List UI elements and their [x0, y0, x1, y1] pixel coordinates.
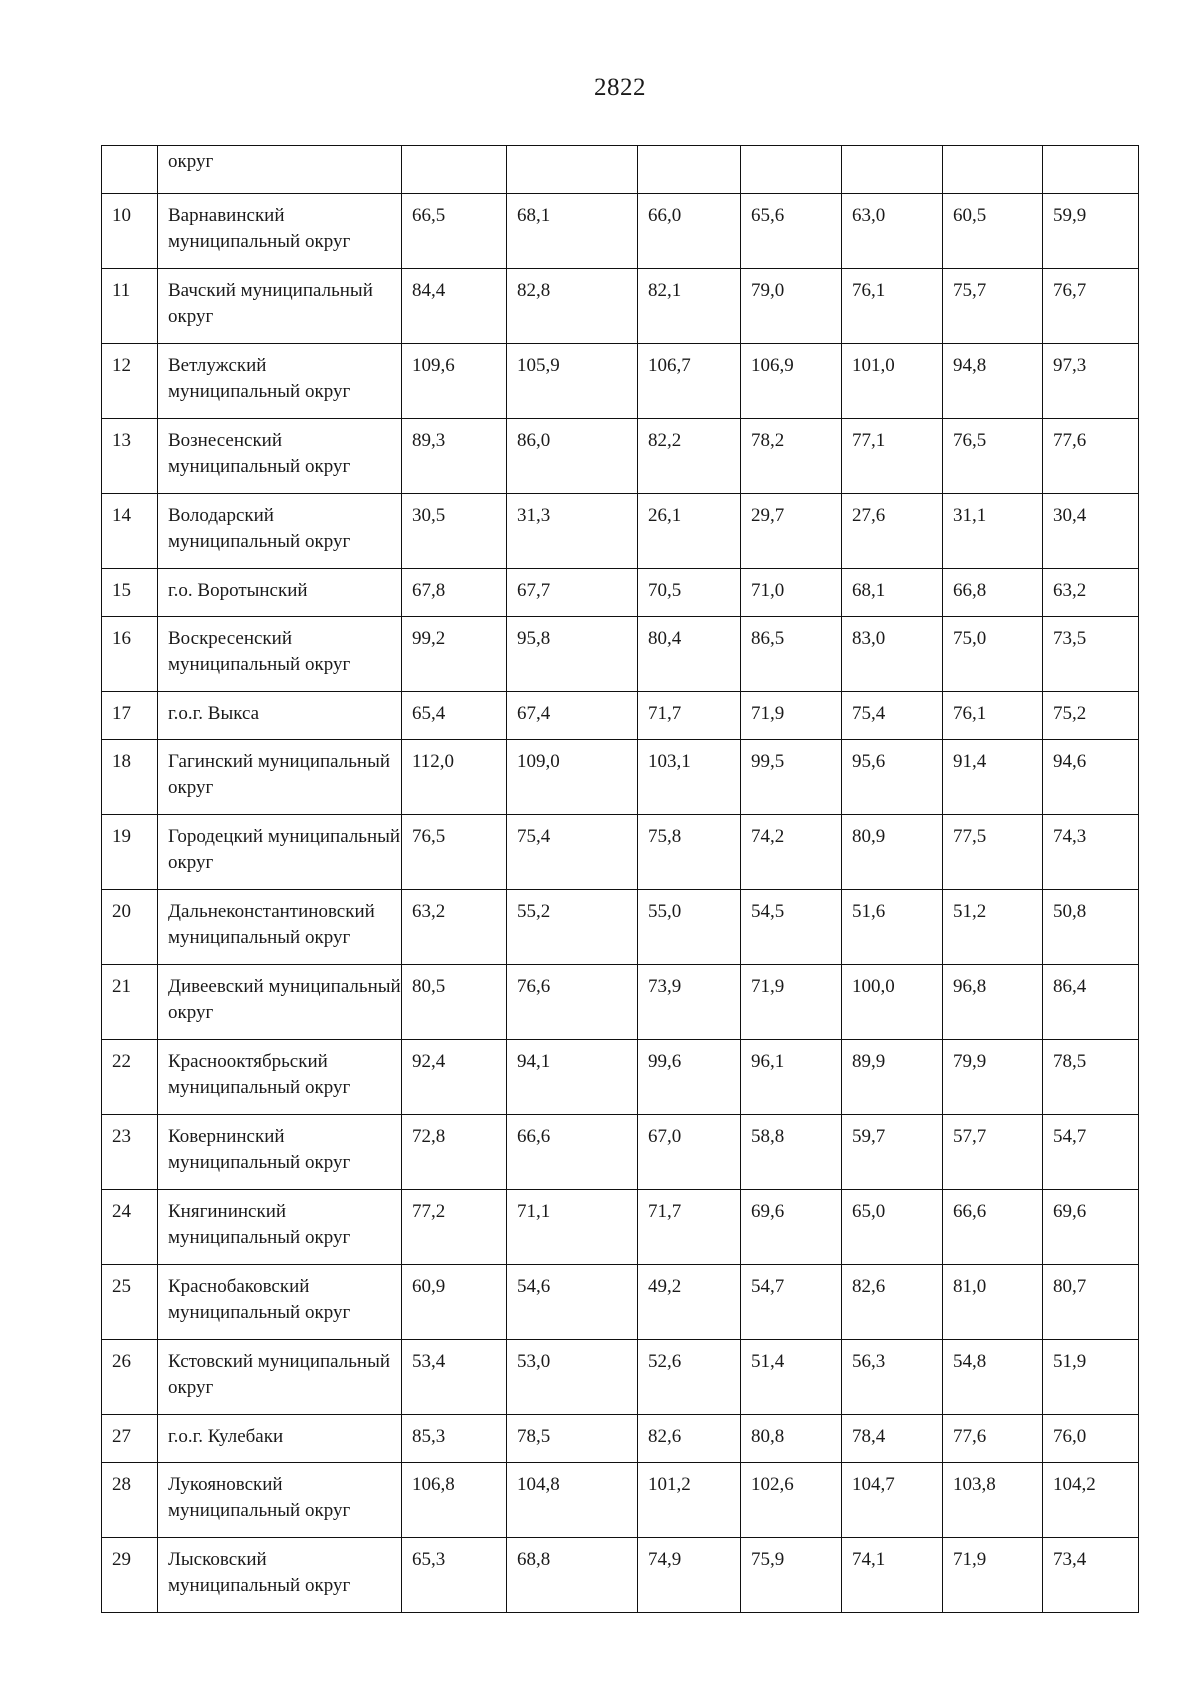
value-cell: 106,7	[638, 344, 741, 419]
value-cell: 99,5	[741, 740, 842, 815]
value-cell: 84,4	[402, 269, 507, 344]
value-cell: 51,6	[842, 890, 943, 965]
district-name-cell: г.о.г. Выкса	[158, 692, 402, 740]
value-cell: 77,2	[402, 1190, 507, 1265]
value-cell: 76,1	[943, 692, 1043, 740]
value-cell: 100,0	[842, 965, 943, 1040]
value-cell: 77,1	[842, 419, 943, 494]
value-cell: 29,7	[741, 494, 842, 569]
value-cell: 80,9	[842, 815, 943, 890]
value-cell: 75,4	[842, 692, 943, 740]
row-number-cell: 26	[102, 1340, 158, 1415]
value-cell: 66,6	[507, 1115, 638, 1190]
value-cell: 60,9	[402, 1265, 507, 1340]
row-number-cell: 21	[102, 965, 158, 1040]
district-name-cell: Лысковский муниципальный округ	[158, 1538, 402, 1613]
value-cell	[1043, 146, 1139, 194]
value-cell: 73,5	[1043, 617, 1139, 692]
district-name-cell: г.о.г. Кулебаки	[158, 1415, 402, 1463]
table-row	[102, 1190, 1139, 1265]
value-cell: 75,8	[638, 815, 741, 890]
row-number-cell: 18	[102, 740, 158, 815]
value-cell: 54,7	[1043, 1115, 1139, 1190]
value-cell: 74,1	[842, 1538, 943, 1613]
value-cell: 79,0	[741, 269, 842, 344]
value-cell: 69,6	[741, 1190, 842, 1265]
value-cell: 82,1	[638, 269, 741, 344]
value-cell: 53,4	[402, 1340, 507, 1415]
value-cell: 66,6	[943, 1190, 1043, 1265]
value-cell: 85,3	[402, 1415, 507, 1463]
table-row	[102, 1040, 1139, 1115]
value-cell: 82,6	[842, 1265, 943, 1340]
value-cell: 104,8	[507, 1463, 638, 1538]
value-cell: 63,2	[402, 890, 507, 965]
district-name-cell: Володарский муниципальный округ	[158, 494, 402, 569]
value-cell	[842, 146, 943, 194]
value-cell: 78,2	[741, 419, 842, 494]
value-cell: 91,4	[943, 740, 1043, 815]
value-cell: 99,6	[638, 1040, 741, 1115]
row-number-cell	[102, 146, 158, 194]
table-body	[102, 146, 1139, 1613]
data-table	[101, 145, 1139, 1613]
value-cell: 71,7	[638, 692, 741, 740]
value-cell: 94,1	[507, 1040, 638, 1115]
value-cell: 82,2	[638, 419, 741, 494]
value-cell: 52,6	[638, 1340, 741, 1415]
value-cell: 30,5	[402, 494, 507, 569]
row-number-cell: 25	[102, 1265, 158, 1340]
value-cell: 51,2	[943, 890, 1043, 965]
value-cell: 63,2	[1043, 569, 1139, 617]
value-cell: 109,6	[402, 344, 507, 419]
row-number-cell: 19	[102, 815, 158, 890]
value-cell: 76,5	[943, 419, 1043, 494]
table-row	[102, 740, 1139, 815]
value-cell: 31,3	[507, 494, 638, 569]
table-row	[102, 344, 1139, 419]
value-cell: 77,6	[1043, 419, 1139, 494]
district-name-cell: Лукояновский муниципальный округ	[158, 1463, 402, 1538]
value-cell: 31,1	[943, 494, 1043, 569]
value-cell	[741, 146, 842, 194]
value-cell: 71,0	[741, 569, 842, 617]
value-cell: 55,0	[638, 890, 741, 965]
district-name-cell: Краснобаковский муниципальный округ	[158, 1265, 402, 1340]
table-row	[102, 890, 1139, 965]
value-cell: 75,2	[1043, 692, 1139, 740]
value-cell: 59,7	[842, 1115, 943, 1190]
value-cell	[507, 146, 638, 194]
value-cell: 71,1	[507, 1190, 638, 1265]
value-cell: 96,1	[741, 1040, 842, 1115]
table-row	[102, 692, 1139, 740]
district-name-cell: Дивеевский муниципальный округ	[158, 965, 402, 1040]
value-cell: 86,5	[741, 617, 842, 692]
table-row	[102, 494, 1139, 569]
table-row	[102, 269, 1139, 344]
value-cell: 71,9	[943, 1538, 1043, 1613]
district-name-cell: г.о. Воротынский	[158, 569, 402, 617]
value-cell: 95,6	[842, 740, 943, 815]
value-cell: 80,5	[402, 965, 507, 1040]
value-cell: 59,9	[1043, 194, 1139, 269]
value-cell: 76,7	[1043, 269, 1139, 344]
value-cell: 92,4	[402, 1040, 507, 1115]
district-name-cell: округ	[158, 146, 402, 194]
district-name-cell: Кстовский муниципальный округ	[158, 1340, 402, 1415]
value-cell: 75,7	[943, 269, 1043, 344]
value-cell: 101,0	[842, 344, 943, 419]
value-cell: 71,7	[638, 1190, 741, 1265]
value-cell: 65,6	[741, 194, 842, 269]
table-row	[102, 419, 1139, 494]
value-cell: 82,6	[638, 1415, 741, 1463]
value-cell: 51,4	[741, 1340, 842, 1415]
row-number-cell: 23	[102, 1115, 158, 1190]
value-cell: 79,9	[943, 1040, 1043, 1115]
district-name-cell: Дальнеконстантиновский муниципальный округ	[158, 890, 402, 965]
row-number-cell: 14	[102, 494, 158, 569]
table-row	[102, 1538, 1139, 1613]
row-number-cell: 28	[102, 1463, 158, 1538]
value-cell	[943, 146, 1043, 194]
value-cell: 78,5	[1043, 1040, 1139, 1115]
value-cell: 55,2	[507, 890, 638, 965]
value-cell: 74,9	[638, 1538, 741, 1613]
value-cell: 97,3	[1043, 344, 1139, 419]
district-name-cell: Варнавинский муниципальный округ	[158, 194, 402, 269]
value-cell: 66,8	[943, 569, 1043, 617]
value-cell: 75,4	[507, 815, 638, 890]
value-cell	[638, 146, 741, 194]
value-cell: 65,4	[402, 692, 507, 740]
value-cell: 80,8	[741, 1415, 842, 1463]
value-cell	[402, 146, 507, 194]
row-number-cell: 29	[102, 1538, 158, 1613]
value-cell: 101,2	[638, 1463, 741, 1538]
value-cell: 78,5	[507, 1415, 638, 1463]
value-cell: 56,3	[842, 1340, 943, 1415]
value-cell: 68,8	[507, 1538, 638, 1613]
row-number-cell: 13	[102, 419, 158, 494]
value-cell: 89,3	[402, 419, 507, 494]
row-number-cell: 17	[102, 692, 158, 740]
value-cell: 75,0	[943, 617, 1043, 692]
value-cell: 103,8	[943, 1463, 1043, 1538]
value-cell: 105,9	[507, 344, 638, 419]
value-cell: 106,9	[741, 344, 842, 419]
table-row	[102, 146, 1139, 194]
value-cell: 82,8	[507, 269, 638, 344]
page-number: 2822	[594, 74, 646, 101]
district-name-cell: Вачский муниципальный округ	[158, 269, 402, 344]
value-cell: 54,7	[741, 1265, 842, 1340]
value-cell: 69,6	[1043, 1190, 1139, 1265]
value-cell: 54,8	[943, 1340, 1043, 1415]
value-cell: 109,0	[507, 740, 638, 815]
table-row	[102, 965, 1139, 1040]
table-row	[102, 815, 1139, 890]
value-cell: 65,3	[402, 1538, 507, 1613]
value-cell: 73,4	[1043, 1538, 1139, 1613]
value-cell: 102,6	[741, 1463, 842, 1538]
value-cell: 99,2	[402, 617, 507, 692]
value-cell: 71,9	[741, 965, 842, 1040]
table-row	[102, 1340, 1139, 1415]
table-row	[102, 617, 1139, 692]
value-cell: 77,5	[943, 815, 1043, 890]
value-cell: 81,0	[943, 1265, 1043, 1340]
value-cell: 80,4	[638, 617, 741, 692]
row-number-cell: 22	[102, 1040, 158, 1115]
row-number-cell: 16	[102, 617, 158, 692]
table-row	[102, 1415, 1139, 1463]
table-row	[102, 194, 1139, 269]
value-cell: 49,2	[638, 1265, 741, 1340]
value-cell: 63,0	[842, 194, 943, 269]
table-row	[102, 1463, 1139, 1538]
district-name-cell: Гагинский муниципальный округ	[158, 740, 402, 815]
row-number-cell: 10	[102, 194, 158, 269]
table-row	[102, 569, 1139, 617]
value-cell: 60,5	[943, 194, 1043, 269]
value-cell: 80,7	[1043, 1265, 1139, 1340]
row-number-cell: 11	[102, 269, 158, 344]
value-cell: 54,6	[507, 1265, 638, 1340]
value-cell: 76,1	[842, 269, 943, 344]
value-cell: 70,5	[638, 569, 741, 617]
value-cell: 103,1	[638, 740, 741, 815]
value-cell: 76,0	[1043, 1415, 1139, 1463]
value-cell: 57,7	[943, 1115, 1043, 1190]
value-cell: 66,5	[402, 194, 507, 269]
value-cell: 67,7	[507, 569, 638, 617]
value-cell: 66,0	[638, 194, 741, 269]
value-cell: 72,8	[402, 1115, 507, 1190]
value-cell: 75,9	[741, 1538, 842, 1613]
value-cell: 68,1	[507, 194, 638, 269]
value-cell: 51,9	[1043, 1340, 1139, 1415]
value-cell: 71,9	[741, 692, 842, 740]
row-number-cell: 24	[102, 1190, 158, 1265]
row-number-cell: 12	[102, 344, 158, 419]
value-cell: 67,8	[402, 569, 507, 617]
value-cell: 106,8	[402, 1463, 507, 1538]
value-cell: 27,6	[842, 494, 943, 569]
value-cell: 65,0	[842, 1190, 943, 1265]
value-cell: 86,4	[1043, 965, 1139, 1040]
value-cell: 74,3	[1043, 815, 1139, 890]
district-name-cell: Ковернинский муниципальный округ	[158, 1115, 402, 1190]
value-cell: 96,8	[943, 965, 1043, 1040]
value-cell: 95,8	[507, 617, 638, 692]
district-name-cell: Краснооктябрьский муниципальный округ	[158, 1040, 402, 1115]
value-cell: 78,4	[842, 1415, 943, 1463]
value-cell: 74,2	[741, 815, 842, 890]
district-name-cell: Ветлужский муниципальный округ	[158, 344, 402, 419]
value-cell: 104,2	[1043, 1463, 1139, 1538]
value-cell: 26,1	[638, 494, 741, 569]
value-cell: 54,5	[741, 890, 842, 965]
value-cell: 67,4	[507, 692, 638, 740]
value-cell: 53,0	[507, 1340, 638, 1415]
value-cell: 50,8	[1043, 890, 1139, 965]
value-cell: 112,0	[402, 740, 507, 815]
value-cell: 67,0	[638, 1115, 741, 1190]
row-number-cell: 15	[102, 569, 158, 617]
district-name-cell: Княгининский муниципальный округ	[158, 1190, 402, 1265]
row-number-cell: 20	[102, 890, 158, 965]
value-cell: 76,5	[402, 815, 507, 890]
table-row	[102, 1265, 1139, 1340]
value-cell: 76,6	[507, 965, 638, 1040]
value-cell: 94,8	[943, 344, 1043, 419]
value-cell: 30,4	[1043, 494, 1139, 569]
value-cell: 58,8	[741, 1115, 842, 1190]
value-cell: 68,1	[842, 569, 943, 617]
value-cell: 86,0	[507, 419, 638, 494]
district-name-cell: Воскресенский муниципальный округ	[158, 617, 402, 692]
district-name-cell: Вознесенский муниципальный округ	[158, 419, 402, 494]
value-cell: 83,0	[842, 617, 943, 692]
table-row	[102, 1115, 1139, 1190]
value-cell: 94,6	[1043, 740, 1139, 815]
district-name-cell: Городецкий муниципальный округ	[158, 815, 402, 890]
value-cell: 77,6	[943, 1415, 1043, 1463]
row-number-cell: 27	[102, 1415, 158, 1463]
value-cell: 73,9	[638, 965, 741, 1040]
value-cell: 89,9	[842, 1040, 943, 1115]
value-cell: 104,7	[842, 1463, 943, 1538]
